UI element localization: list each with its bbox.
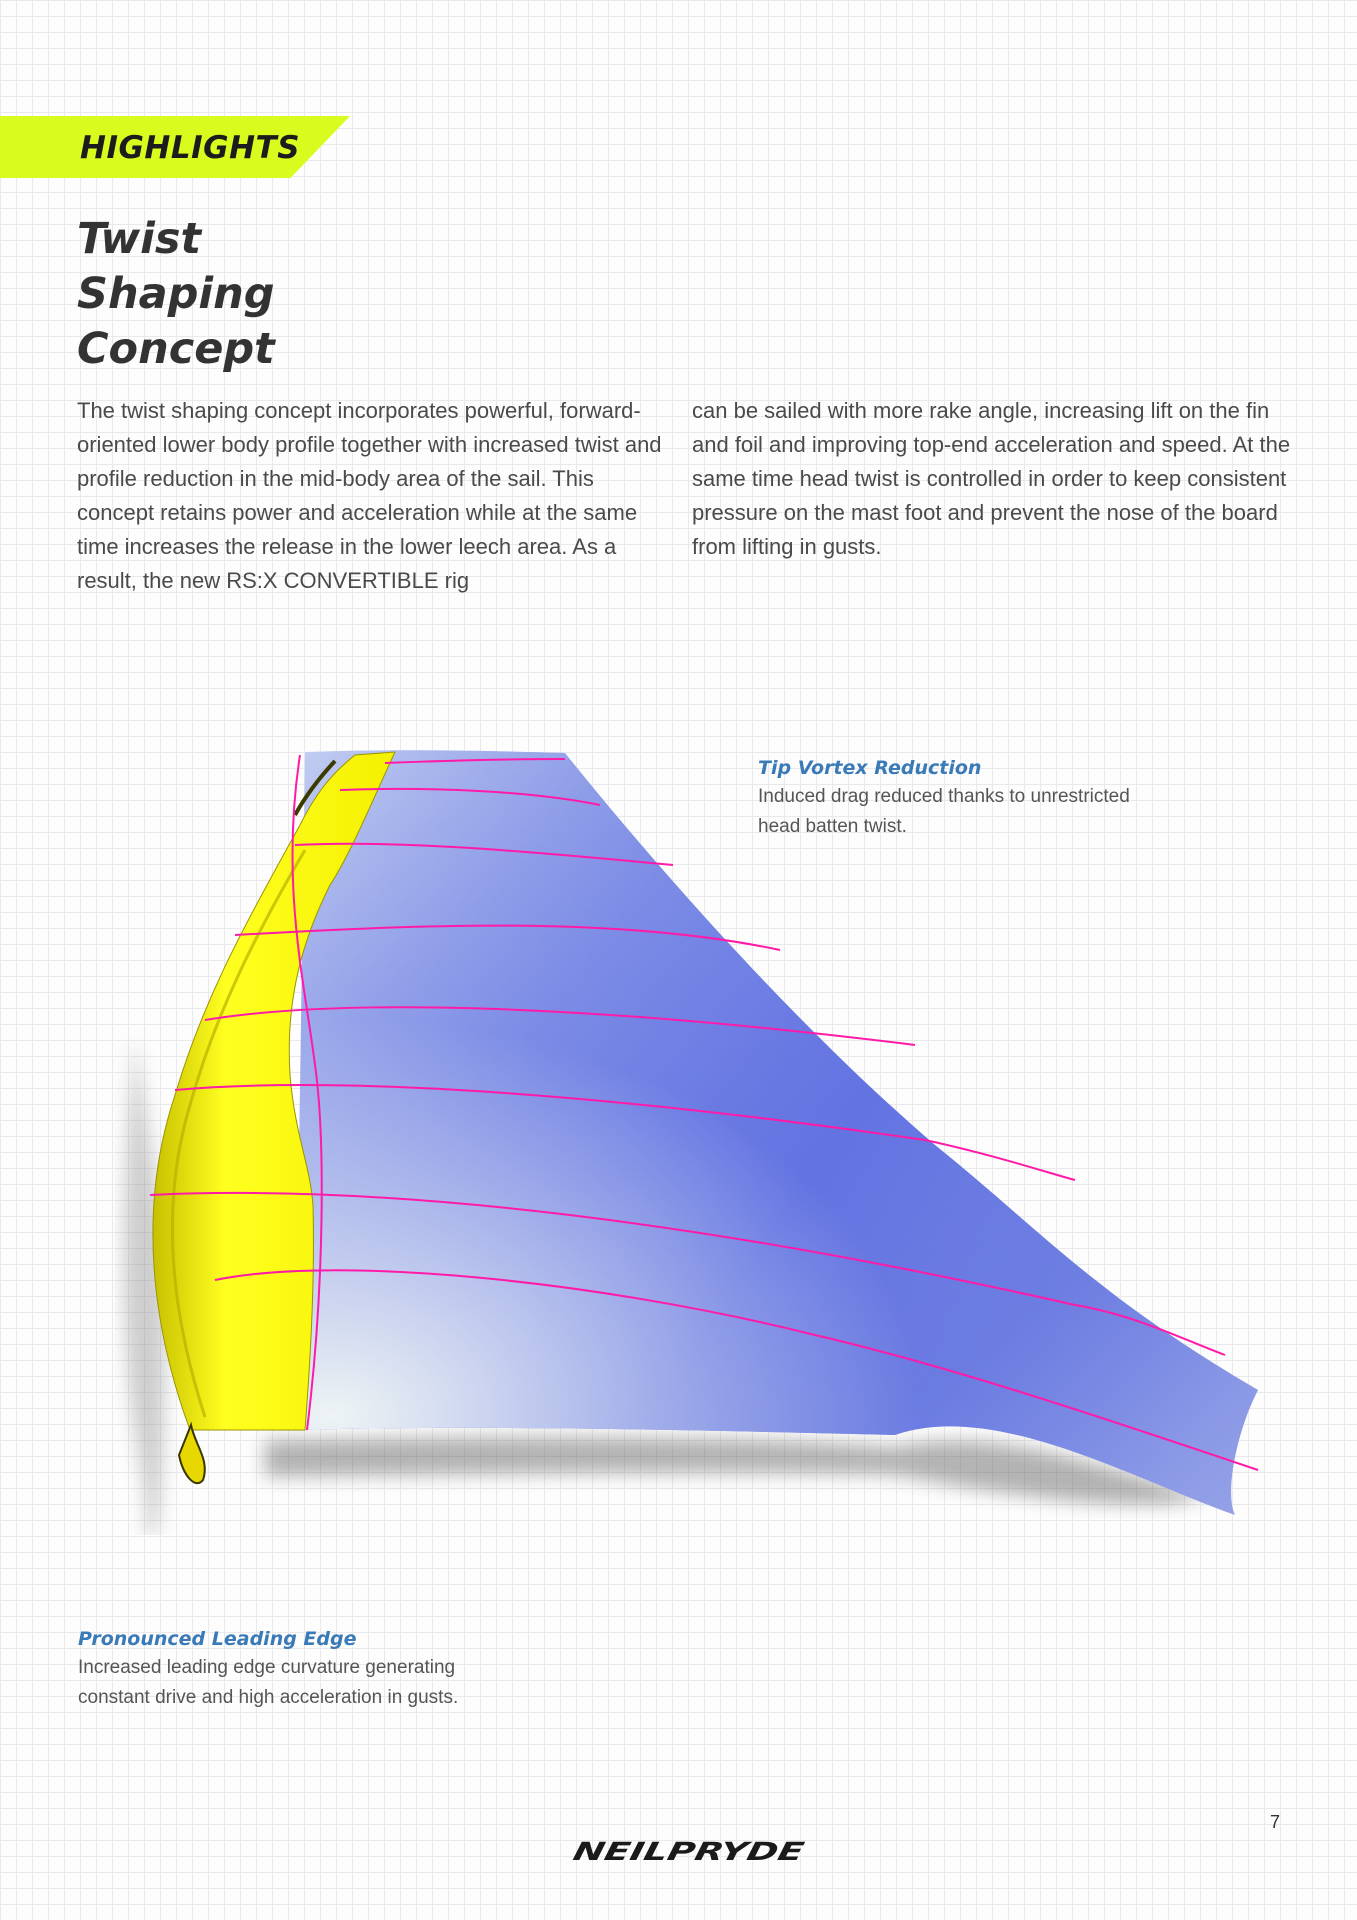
- body-column-1: The twist shaping concept incorporates powerful, forward-oriented lower body profile together with increased twist and profile reduction in the mid-body area of the sail. This concept retains power and acceleration while at the same time increases the release in the lower leech area. As a result, the new RS:X CONVERTIBLE rig: [77, 398, 662, 593]
- title-line-2: Shaping: [77, 269, 275, 319]
- highlights-label: HIGHLIGHTS: [80, 130, 301, 166]
- tip-vortex-title: Tip Vortex Reduction: [758, 757, 982, 779]
- title-line-3: Concept: [77, 324, 275, 374]
- body-column-2: can be sailed with more rake angle, increasing lift on the fin and foil and improving top-end acceleration and speed. At the same time head twist is controlled in order to keep consistent pressure on the mast foot and prevent the nose of the board from lifting in gusts.: [692, 398, 1291, 559]
- leading-edge-callout: [78, 1628, 478, 1713]
- leading-edge-text: Increased leading edge curvature generating constant drive and high acceleration in gusts.: [78, 1657, 459, 1708]
- sail-illustration: [95, 735, 1275, 1535]
- logo-wordmark: NEILPRYDE: [570, 1837, 732, 1866]
- tip-vortex-callout: [758, 757, 1158, 842]
- title-line-1: Twist: [77, 214, 202, 264]
- leading-edge-title: Pronounced Leading Edge: [78, 1628, 357, 1650]
- page-title: [77, 212, 275, 377]
- tip-vortex-text: Induced drag reduced thanks to unrestricted head batten twist.: [758, 786, 1130, 837]
- neilpryde-logo: [568, 1836, 808, 1866]
- page-number: 7: [1270, 1812, 1281, 1832]
